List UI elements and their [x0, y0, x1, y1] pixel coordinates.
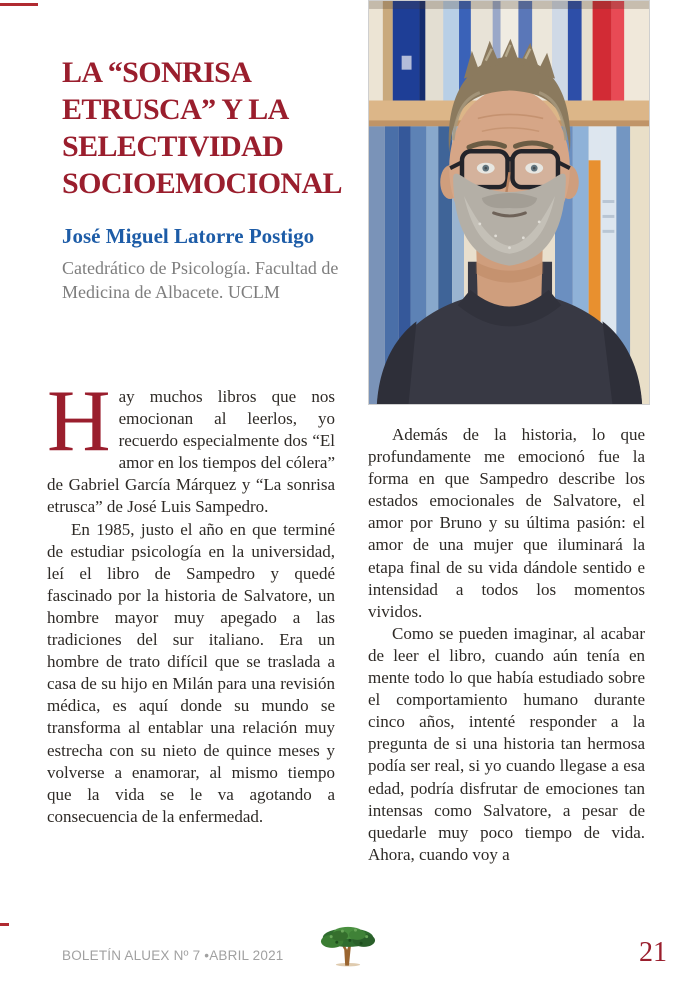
title-line-2: ETRUSCA” Y LA — [62, 93, 289, 126]
author-affiliation: Catedrático de Psicología. Facultad de Medicina de Albacete. UCLM — [62, 258, 339, 302]
left-column — [47, 373, 335, 828]
title-line-3: SELECTIVIDAD — [62, 130, 284, 163]
footer-issue-label: BOLETÍN ALUEX Nº 7 •ABRIL 2021 — [62, 948, 284, 963]
right-column — [368, 424, 645, 866]
title-line-1: LA “SONRISA — [62, 56, 252, 89]
page-number: 21 — [639, 937, 667, 968]
portrait-illustration — [369, 1, 649, 404]
author-name: José Miguel Latorre Postigo — [62, 224, 315, 248]
trim-mark-top — [0, 3, 38, 6]
paragraph: En 1985, justo el año en que terminé de estudiar psicología en la universidad, leí el libro de Sampedro y quedé fascinado por la historia de Salvatore, un hombre mayor muy apegado a las tradiciones del sur italiano. Era un hombre de trato difícil que se traslada a casa de su hijo en Milán para una revisión médica, es aquí donde su mundo se transforma al entablar una relación muy estrecha con su nieto de quince meses y volverse a enamorar, al mismo tiempo que la vida se le va agotando a consecuencia de la enfermedad. — [47, 519, 335, 826]
article-header — [62, 54, 362, 304]
trim-mark-bottom — [0, 923, 9, 926]
drop-cap: H — [47, 373, 111, 470]
tree-icon — [320, 925, 376, 967]
page-title — [62, 54, 362, 202]
paragraph-text: ay muchos libros que nos emocionan al leerlos, yo recuerdo especialmente dos “El amor en los tiempos del cólera” de Gabriel García Márquez y “La sonrisa etrusca” de José Luis Sampedro. — [47, 387, 335, 517]
title-line-4: SOCIOEMOCIONAL — [62, 167, 342, 200]
portrait-photo — [368, 0, 650, 405]
paragraph: Como se pueden imaginar, al acabar de leer el libro, cuando aún tenía en mente todo lo que había estudiado sobre el comportamiento humano durante cinco años, intenté responder a la pregunta de si una historia tan hermosa podía ser real, si yo cuando llegase a esa edad, podría disfrutar de emociones tan intensas como Salvatore, a pesar de quedarle muy poco tiempo de vida. Ahora, cuando voy a — [368, 623, 645, 864]
paragraph — [47, 373, 335, 519]
paragraph: Además de la historia, lo que profundamente me emocionó fue la forma en que Sampedro describe los estados emocionales de Salvatore, el amor por Bruno y su última pasión: el amor de una mujer que iluminará la etapa final de su vida dándole sentido e intensidad a todos los momentos vividos. — [368, 425, 645, 621]
